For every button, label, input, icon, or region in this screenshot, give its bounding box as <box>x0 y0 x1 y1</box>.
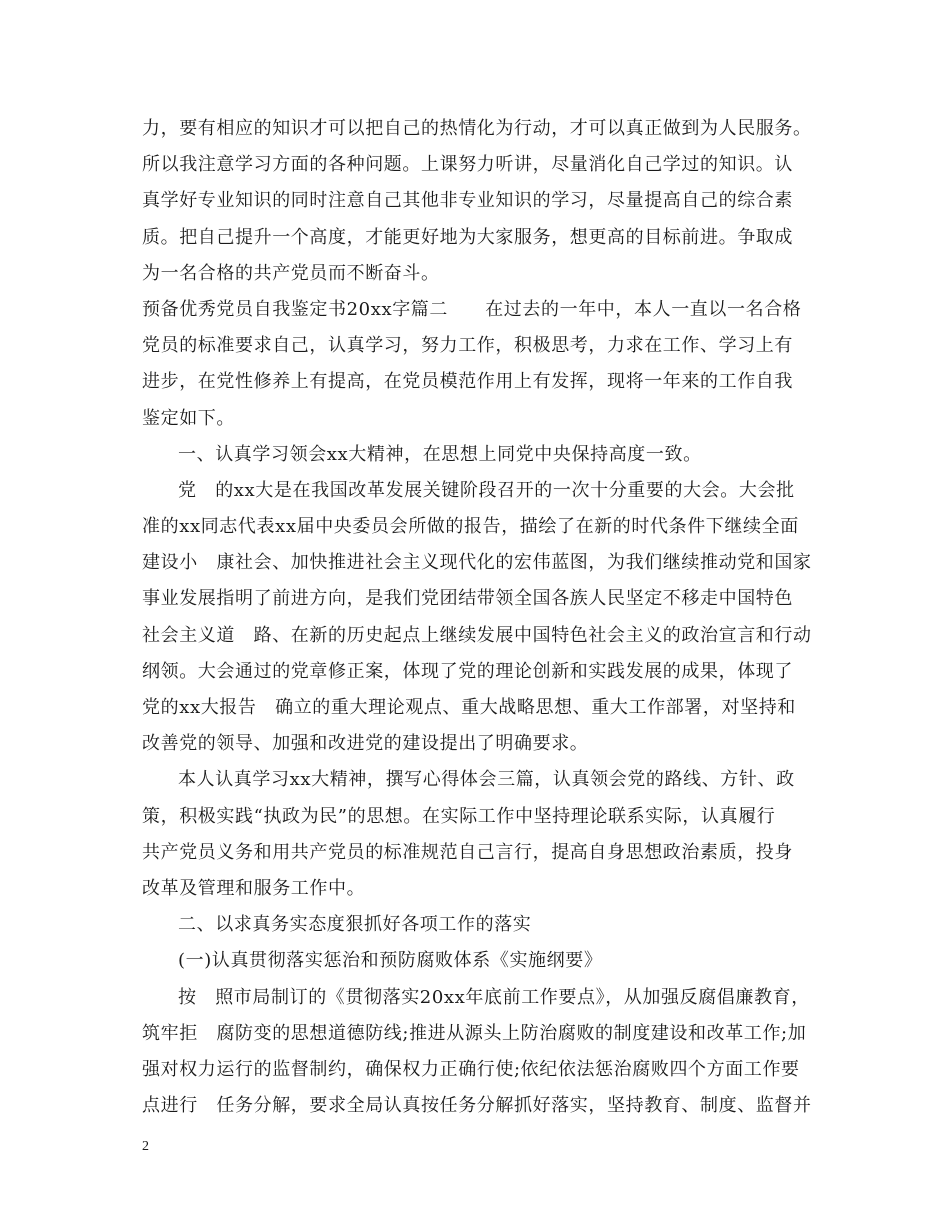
text-line: 改善党的领导、加强和改进党的建设提出了明确要求。 <box>142 733 589 755</box>
text-line: 预备优秀党员自我鉴定书20xx字篇二 在过去的一年中，本人一直以一名合格 <box>142 298 802 320</box>
text-line: 为一名合格的共产党员而不断奋斗。 <box>142 262 440 284</box>
page-number: 2 <box>142 1139 149 1154</box>
document-body <box>142 111 814 1124</box>
text-line: 一、认真学习领会xx大精神，在思想上同党中央保持高度一致。 <box>178 443 702 465</box>
text-line: 质。把自己提升一个高度，才能更好地为大家服务，想更高的目标前进。争取成 <box>142 226 793 248</box>
text-line: 共产党员义务和用共产党员的标准规范自己言行，提高自身思想政治素质，投身 <box>142 841 793 863</box>
text-line: 本人认真学习xx大精神，撰写心得体会三篇，认真领会党的路线、方针、政 <box>178 769 795 791</box>
text-line: 建设小 康社会、加快推进社会主义现代化的宏伟蓝图，为我们继续推动党和国家 <box>142 552 812 574</box>
text-line: 党员的标准要求自己，认真学习，努力工作，积极思考，力求在工作、学习上有 <box>142 335 793 357</box>
text-line: 事业发展指明了前进方向，是我们党团结带领全国各族人民坚定不移走中国特色 <box>142 588 793 610</box>
text-line: 策，积极实践“执政为民”的思想。在实际工作中坚持理论联系实际，认真履行 <box>142 805 776 827</box>
text-line: 纲领。大会通过的党章修正案，体现了党的理论创新和实践发展的成果，体现了 <box>142 660 793 682</box>
text-line: 力，要有相应的知识才可以把自己的热情化为行动，才可以真正做到为人民服务。 <box>142 118 812 139</box>
text-line: 鉴定如下。 <box>142 407 235 429</box>
text-line: 党 的xx大是在我国改革发展关键阶段召开的一次十分重要的大会。大会批 <box>178 479 795 501</box>
text-line: 进步，在党性修养上有提高，在党员模范作用上有发挥，现将一年来的工作自我 <box>142 371 793 393</box>
text-line: 所以我注意学习方面的各种问题。上课努力听讲，尽量消化自己学过的知识。认 <box>142 154 793 176</box>
text-line: 点进行 任务分解，要求全局认真按任务分解抓好落实，坚持教育、制度、监督并 <box>142 1095 812 1117</box>
text-line: (一)认真贯彻落实惩治和预防腐败体系《实施纲要》 <box>178 950 603 972</box>
text-line: 准的xx同志代表xx届中央委员会所做的报告，描绘了在新的时代条件下继续全面 <box>142 516 799 538</box>
text-line: 社会主义道 路、在新的历史起点上继续发展中国特色社会主义的政治宣言和行动 <box>142 624 812 646</box>
text-line: 真学好专业知识的同时注意自己其他非专业知识的学习，尽量提高自己的综合素 <box>142 190 793 212</box>
text-line: 党的xx大报告 确立的重大理论观点、重大战略思想、重大工作部署，对坚持和 <box>142 697 796 718</box>
text-line: 强对权力运行的监督制约，确保权力正确行使;依纪依法惩治腐败四个方面工作要 <box>142 1058 800 1080</box>
text-line: 二、以求真务实态度狠抓好各项工作的落实 <box>178 914 532 936</box>
text-line: 改革及管理和服务工作中。 <box>142 877 366 899</box>
text-line: 按 照市局制订的《贯彻落实20xx年底前工作要点》，从加强反腐倡廉教育， <box>178 986 810 1008</box>
text-line: 筑牢拒 腐防变的思想道德防线;推进从源头上防治腐败的制度建设和改革工作;加 <box>142 1022 807 1044</box>
